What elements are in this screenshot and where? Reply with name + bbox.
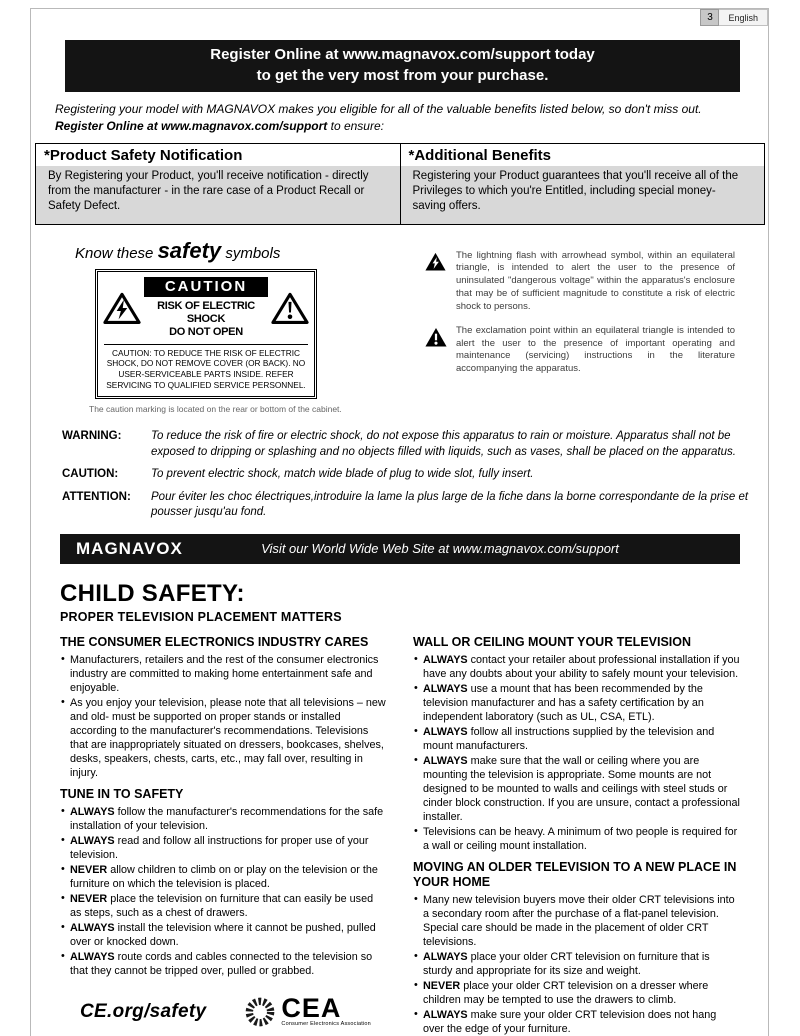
benefit-additional (400, 144, 765, 224)
benefit-title: *Additional Benefits (401, 144, 765, 166)
benefit-title: *Product Safety Notification (36, 144, 400, 166)
cea-text (281, 992, 371, 1028)
wall-list (413, 653, 740, 853)
keyword: ALWAYS (70, 921, 115, 934)
risk-line1: RISK OF ELECTRIC SHOCK (157, 299, 255, 325)
symbols-heading (75, 238, 373, 264)
cares-list (60, 653, 387, 780)
list-item (413, 682, 740, 724)
list-item (60, 696, 387, 780)
symbols-heading-pre: Know these (75, 244, 158, 262)
list-item (413, 754, 740, 824)
list-item (413, 725, 740, 753)
list-item (60, 653, 387, 695)
keyword: ALWAYS (423, 754, 468, 767)
lightning-note (425, 250, 735, 314)
register-intro-line1: Registering your model with MAGNAVOX makes you eligible for all of the valuable benefits listed below, so don't miss out. (55, 102, 702, 116)
section-heading-moving: MOVING AN OLDER TELEVISION TO A NEW PLACE IN YOUR HOME (413, 860, 737, 889)
section-heading-wall: WALL OR CEILING MOUNT YOUR TELEVISION (413, 634, 692, 649)
bullet-text: use a mount that has been recommended by the television manufacturer and has a safety certification by an independent laboratory (such as UL, CSA, ETL). (423, 682, 704, 723)
magnavox-logo: MAGNAVOX (76, 538, 183, 558)
register-intro-rest: to ensure: (327, 119, 384, 134)
keyword: ALWAYS (70, 950, 115, 963)
list-item (413, 825, 740, 853)
keyword: ALWAYS (423, 725, 468, 738)
cea-caption: Consumer Electronics Association (281, 1021, 371, 1028)
keyword: ALWAYS (423, 653, 468, 666)
web-banner-text: Visit our World Wide Web Site at www.magnavox.com/support (261, 541, 619, 557)
register-banner (65, 40, 740, 92)
list-item (60, 921, 387, 949)
advisory-warning (62, 429, 765, 460)
advisory-text: To reduce the risk of fire or electric shock, do not expose this apparatus to rain or moisture. Apparatus shall not be exposed to dripping or splashing and no objects filled with liquids, such as vases, shall be placed on the apparatus. (151, 430, 736, 458)
list-item (413, 893, 740, 949)
lightning-triangle-small-icon (425, 250, 449, 314)
caution-box-center (142, 277, 270, 339)
moving-list (413, 893, 740, 1036)
bullet-text: make sure that the wall or ceiling where you are mounting the television is appropriate. Some mounts are not designed to be mounted to walls and ceilings with steel studs or cinder block construction. If you are unsure, contact a professional installer. (423, 754, 740, 823)
bullet-text: place the television on furniture that can easily be used as steps, such as a chest of drawers. (70, 892, 374, 919)
list-item (413, 1008, 740, 1036)
exclamation-note-text: The exclamation point within an equilateral triangle is intended to alert the user to the presence of important operating and maintenance (servicing) instructions in the literature accompanying the apparatus. (456, 324, 735, 375)
symbols-heading-post: symbols (221, 244, 281, 262)
advisories (62, 429, 765, 521)
keyword: ALWAYS (423, 950, 468, 963)
bullet-text: contact your retailer about professional installation if you have any doubts about your ability to safely mount your television. (423, 653, 740, 680)
caution-notice: CAUTION: TO REDUCE THE RISK OF ELECTRIC SHOCK, DO NOT REMOVE COVER (OR BACK). NO USER-SERVICEABLE PARTS INSIDE. REFER SERVICING TO QUALIFIED SERVICE PERSONNEL. (106, 347, 306, 391)
page-tab (700, 9, 768, 26)
register-banner-line1: Register Online at www.magnavox.com/support today (210, 46, 595, 63)
keyword: ALWAYS (70, 805, 115, 818)
bullet-text: place your older CRT television on furniture that is sturdy and appropriate for its size and weight. (423, 950, 710, 977)
bullet-text: As you enjoy your television, please note that all televisions – new and old- must be supported on proper stands or installed according to the manufacturer's recommendations. Televisions that are inappropriately situated on dressers, bookcases, shelves, desks, speakers, chests, carts, etc., may fall over, resulting in injury. (70, 696, 386, 779)
keyword: ALWAYS (70, 834, 115, 847)
bullet-text: place your older CRT television on a dresser where children may be tempted to use the drawers to climb. (423, 979, 709, 1006)
symbol-notes (373, 238, 765, 415)
keyword: NEVER (70, 892, 108, 905)
section-heading-tune: TUNE IN TO SAFETY (60, 786, 184, 801)
advisory-text: To prevent electric shock, match wide blade of plug to wide slot, fully insert. (151, 468, 534, 481)
web-banner (60, 534, 740, 564)
list-item (60, 834, 387, 862)
list-item (60, 805, 387, 833)
cea-logo (242, 994, 371, 1030)
keyword: NEVER (70, 863, 108, 876)
exclamation-note (425, 325, 735, 376)
bullet-text: follow the manufacturer's recommendations for the safe installation of your television. (70, 805, 384, 832)
caution-box-row (102, 277, 310, 339)
caution-divider (104, 344, 308, 345)
benefits-box (35, 143, 765, 225)
child-safety-footer (80, 994, 387, 1030)
advisory-caution (62, 467, 765, 483)
benefit-safety-notification (36, 144, 400, 224)
list-item (413, 653, 740, 681)
safety-symbols-section (35, 238, 765, 415)
bullet-text: route cords and cables connected to the television so that they cannot be tripped over, pulled or grabbed. (70, 950, 373, 977)
language-label: English (719, 9, 768, 26)
bullet-text: make sure your older CRT television does not hang over the edge of your furniture. (423, 1008, 717, 1035)
bullet-text: install the television where it cannot be pushed, pulled over or knocked down. (70, 921, 376, 948)
register-intro (55, 101, 765, 136)
tune-list (60, 805, 387, 978)
bullet-text: Manufacturers, retailers and the rest of the consumer electronics industry are committed to making home entertainment safe and enjoyable. (70, 653, 379, 694)
cea-starburst-icon (242, 994, 278, 1030)
exclamation-triangle-small-icon (425, 325, 449, 376)
list-item (413, 979, 740, 1007)
ce-org-safety-link: CE.org/safety (80, 1001, 207, 1023)
child-safety-columns (60, 628, 740, 1036)
page-number: 3 (700, 9, 719, 26)
keyword: ALWAYS (423, 1008, 468, 1021)
benefit-body: By Registering your Product, you'll receive notification - directly from the manufacturer - in the rare case of a Product Recall or Safety Defect. (36, 166, 400, 224)
caution-footnote: The caution marking is located on the rear or bottom of the cabinet. (89, 404, 342, 415)
bullet-text: follow all instructions supplied by the television and mount manufacturers. (423, 725, 715, 752)
caution-title: CAUTION (144, 277, 268, 297)
child-safety-subtitle: PROPER TELEVISION PLACEMENT MATTERS (60, 609, 342, 624)
advisory-text: Pour éviter les choc électriques,introduire la lame la plus large de la fiche dans la borne correspondante de la prise et pousser jusqu'au fond. (151, 490, 749, 519)
right-column (413, 628, 740, 1036)
list-item (60, 863, 387, 891)
list-item (413, 950, 740, 978)
exclamation-triangle-icon (270, 291, 310, 325)
list-item (60, 892, 387, 920)
child-safety-title: CHILD SAFETY: (60, 579, 245, 607)
register-banner-line2: to get the very most from your purchase. (256, 67, 549, 84)
list-item (60, 950, 387, 978)
bullet-text: Many new television buyers move their older CRT televisions into a secondary room after the purchase of a flat-panel television. Special care should be made in the placement of older CRT televisions. (423, 893, 735, 948)
advisory-label: CAUTION: (62, 468, 119, 481)
advisory-label: ATTENTION: (62, 490, 131, 503)
symbols-heading-word: safety (157, 237, 222, 263)
lightning-triangle-icon (102, 291, 142, 325)
caution-box (95, 269, 317, 400)
register-url-text: Register Online at www.magnavox.com/support (55, 119, 328, 134)
section-heading-cares: THE CONSUMER ELECTRONICS INDUSTRY CARES (60, 634, 369, 649)
lightning-note-text: The lightning flash with arrowhead symbol, within an equilateral triangle, is intended to alert the user to the presence of uninsulated "dangerous voltage" within the apparatus's enclosure that may be of sufficient magnitude to constitute a risk of electric shock to persons. (456, 249, 735, 312)
register-intro-line2 (55, 118, 765, 135)
bullet-text: allow children to climb on or play on the television or the furniture on which the television is placed. (70, 863, 378, 890)
risk-line2: DO NOT OPEN (169, 325, 243, 338)
cea-name: CEA (281, 992, 342, 1023)
benefit-body: Registering your Product guarantees that you'll receive all of the Privileges to which you're Entitled, including special money-saving offers. (401, 166, 765, 224)
advisory-attention (62, 490, 765, 521)
keyword: ALWAYS (423, 682, 468, 695)
bullet-text: Televisions can be heavy. A minimum of two people is required for a wall or ceiling mount installation. (423, 825, 738, 853)
bullet-text: read and follow all instructions for proper use of your television. (70, 834, 369, 861)
advisory-label: WARNING: (62, 430, 122, 443)
keyword: NEVER (423, 979, 461, 992)
left-column (60, 628, 387, 1036)
caution-box-area (35, 238, 373, 415)
